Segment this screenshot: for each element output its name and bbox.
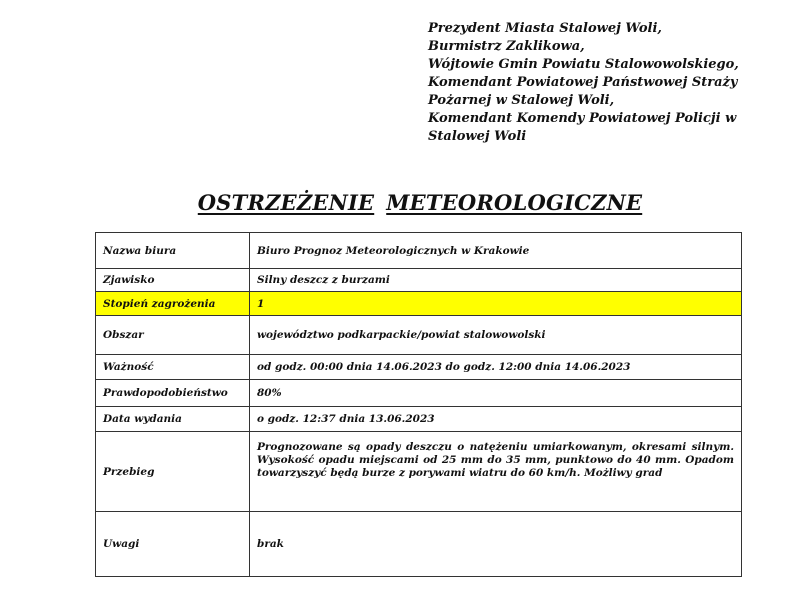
row-label: Obszar (96, 316, 250, 355)
row-label: Uwagi (96, 512, 250, 577)
title-word-meteorological: METEOROLOGICZNE (386, 190, 643, 215)
recipient-line: Komendant Powiatowej Państwowej Straży (428, 75, 738, 90)
row-value: Biuro Prognoz Meteorologicznych w Krakowie (250, 233, 742, 269)
row-value: o godz. 12:37 dnia 13.06.2023 (250, 407, 742, 432)
row-value: od godz. 00:00 dnia 14.06.2023 do godz. 12:00 dnia 14.06.2023 (250, 355, 742, 380)
recipient-line: Pożarnej w Stalowej Woli, (428, 93, 615, 108)
row-label: Nazwa biura (96, 233, 250, 269)
recipient-line: Burmistrz Zaklikowa, (428, 39, 585, 54)
recipient-line: Komendant Komendy Powiatowej Policji w (428, 111, 737, 126)
row-value: 1 (250, 292, 742, 316)
row-value: Prognozowane są opady deszczu o natężeniu umiarkowanym, okresami silnym. Wysokość opadu miejscami od 25 mm do 35 mm, punktowo do 40 mm. Opadom towarzyszyć będą burze z porywami wiatru do 60 km/h. Możliwy grad (250, 432, 742, 512)
table-row-threat-level (96, 292, 742, 316)
table-row-area (96, 316, 742, 355)
table-row-phenomenon (96, 269, 742, 292)
table-row-issue-date (96, 407, 742, 432)
row-label: Przebieg (96, 432, 250, 512)
table-row-probability (96, 380, 742, 407)
document-title (0, 190, 800, 215)
table-row-validity (96, 355, 742, 380)
recipient-line: Prezydent Miasta Stalowej Woli, (428, 21, 662, 36)
row-label: Ważność (96, 355, 250, 380)
recipient-line: Stalowej Woli (428, 129, 527, 144)
row-value: Silny deszcz z burzami (250, 269, 742, 292)
table-row-office (96, 233, 742, 269)
warning-table (95, 232, 742, 577)
row-label: Data wydania (96, 407, 250, 432)
row-value: województwo podkarpackie/powiat stalowowolski (250, 316, 742, 355)
row-value: 80% (250, 380, 742, 407)
recipient-line: Wójtowie Gmin Powiatu Stalowowolskiego, (428, 57, 739, 72)
row-value: brak (250, 512, 742, 577)
table-row-remarks (96, 512, 742, 577)
table-row-course (96, 432, 742, 512)
row-label: Zjawisko (96, 269, 250, 292)
title-word-warning: OSTRZEŻENIE (197, 190, 375, 215)
row-label: Prawdopodobieństwo (96, 380, 250, 407)
recipients-block (428, 20, 758, 146)
row-label: Stopień zagrożenia (96, 292, 250, 316)
